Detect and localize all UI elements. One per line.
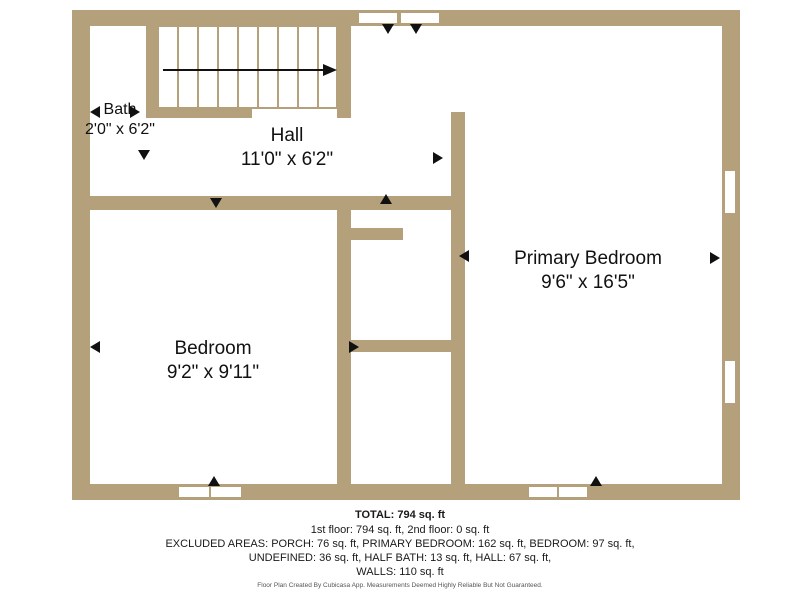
room-dimensions: 11'0" x 6'2"	[240, 148, 334, 170]
room-dimensions: 2'0" x 6'2"	[85, 121, 155, 138]
room-name: Primary Bedroom	[514, 248, 662, 269]
staircase	[158, 26, 337, 108]
room-dimensions: 9'2" x 9'11"	[166, 361, 260, 383]
room-name: Bath	[103, 101, 137, 118]
walls-area-text: WALLS: 110 sq. ft	[356, 566, 444, 578]
disclaimer-text: Floor Plan Created By Cubicasa App. Measurements Deemed Highly Reliable But Not Guaranteed.	[257, 582, 543, 589]
floor-breakdown-text: 1st floor: 794 sq. ft, 2nd floor: 0 sq. ft	[310, 524, 490, 536]
room-name: Bedroom	[174, 338, 252, 359]
excluded-areas-text-1: EXCLUDED AREAS: PORCH: 76 sq. ft, PRIMARY BEDROOM: 162 sq. ft, BEDROOM: 97 sq. ft,	[165, 538, 635, 550]
room-dimensions: 9'6" x 16'5"	[541, 271, 635, 293]
total-area-text: TOTAL: 794 sq. ft	[354, 509, 446, 521]
excluded-areas-text-2: UNDEFINED: 36 sq. ft, HALF BATH: 13 sq. ft, HALL: 67 sq. ft,	[248, 552, 552, 564]
room-name: Hall	[270, 125, 304, 146]
